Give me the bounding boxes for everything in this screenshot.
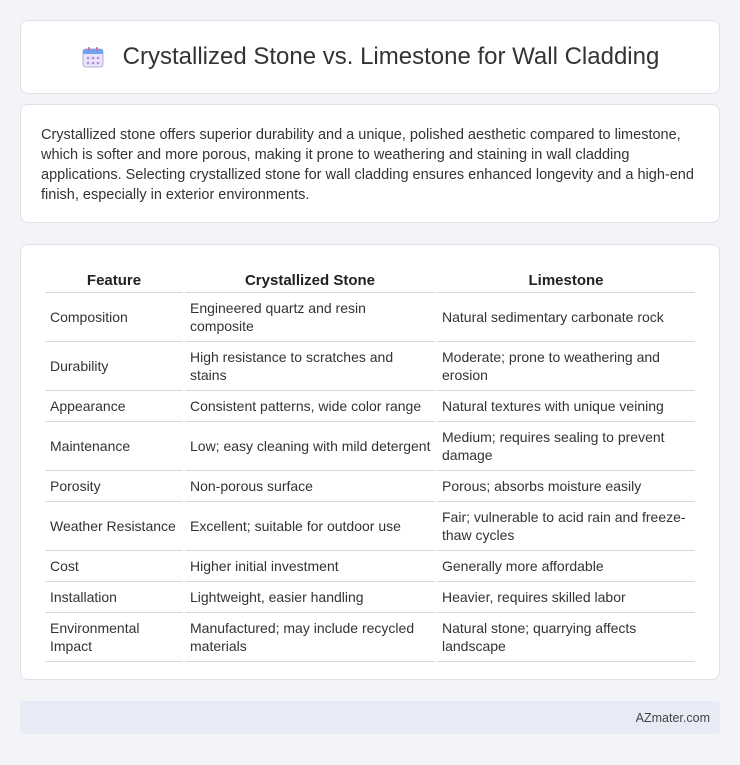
feature-cell: Appearance — [45, 391, 183, 422]
limestone-cell: Fair; vulnerable to acid rain and freeze-thaw cycles — [437, 502, 695, 551]
footer — [20, 701, 720, 734]
crystallized-cell: Low; easy cleaning with mild detergent — [185, 422, 435, 471]
limestone-cell: Generally more affordable — [437, 551, 695, 582]
comparison-table — [43, 263, 697, 662]
feature-cell: Environmental Impact — [45, 613, 183, 662]
crystallized-cell: Lightweight, easier handling — [185, 582, 435, 613]
limestone-cell: Porous; absorbs moisture easily — [437, 471, 695, 502]
limestone-cell: Medium; requires sealing to prevent damage — [437, 422, 695, 471]
feature-cell: Cost — [45, 551, 183, 582]
column-header-limestone: Limestone — [437, 263, 695, 293]
table-row — [45, 502, 695, 551]
crystallized-cell: Higher initial investment — [185, 551, 435, 582]
feature-cell: Weather Resistance — [45, 502, 183, 551]
feature-cell: Composition — [45, 293, 183, 342]
table-row — [45, 391, 695, 422]
table-row — [45, 613, 695, 662]
calendar-icon — [81, 45, 105, 69]
table-row — [45, 471, 695, 502]
table-row — [45, 342, 695, 391]
feature-cell: Installation — [45, 582, 183, 613]
limestone-cell: Heavier, requires skilled labor — [437, 582, 695, 613]
column-header-feature: Feature — [45, 263, 183, 293]
limestone-cell: Moderate; prone to weathering and erosion — [437, 342, 695, 391]
table-row — [45, 551, 695, 582]
crystallized-cell: Non-porous surface — [185, 471, 435, 502]
table-row — [45, 422, 695, 471]
limestone-cell: Natural sedimentary carbonate rock — [437, 293, 695, 342]
feature-cell: Durability — [45, 342, 183, 391]
crystallized-cell: Excellent; suitable for outdoor use — [185, 502, 435, 551]
column-header-crystallized-stone: Crystallized Stone — [185, 263, 435, 293]
crystallized-cell: Consistent patterns, wide color range — [185, 391, 435, 422]
title-card — [20, 20, 720, 94]
limestone-cell: Natural textures with unique veining — [437, 391, 695, 422]
summary-text: Crystallized stone offers superior durability and a unique, polished aesthetic compared to limestone, which is softer and more porous, making it prone to weathering and staining in wall cladding applications. Selecting crystallized stone for wall cladding ensures enhanced longevity and a high-end finish, especially in exterior environments. — [41, 127, 694, 203]
limestone-cell: Natural stone; quarrying affects landscape — [437, 613, 695, 662]
crystallized-cell: Engineered quartz and resin composite — [185, 293, 435, 342]
table-row — [45, 293, 695, 342]
summary-card — [20, 104, 720, 223]
comparison-table-card — [20, 244, 720, 680]
crystallized-cell: High resistance to scratches and stains — [185, 342, 435, 391]
page-title: Crystallized Stone vs. Limestone for Wall Cladding — [122, 43, 660, 70]
feature-cell: Maintenance — [45, 422, 183, 471]
crystallized-cell: Manufactured; may include recycled materials — [185, 613, 435, 662]
table-header-row — [45, 263, 695, 293]
table-row — [45, 582, 695, 613]
footer-brand: AZmater.com — [635, 710, 710, 725]
feature-cell: Porosity — [45, 471, 183, 502]
